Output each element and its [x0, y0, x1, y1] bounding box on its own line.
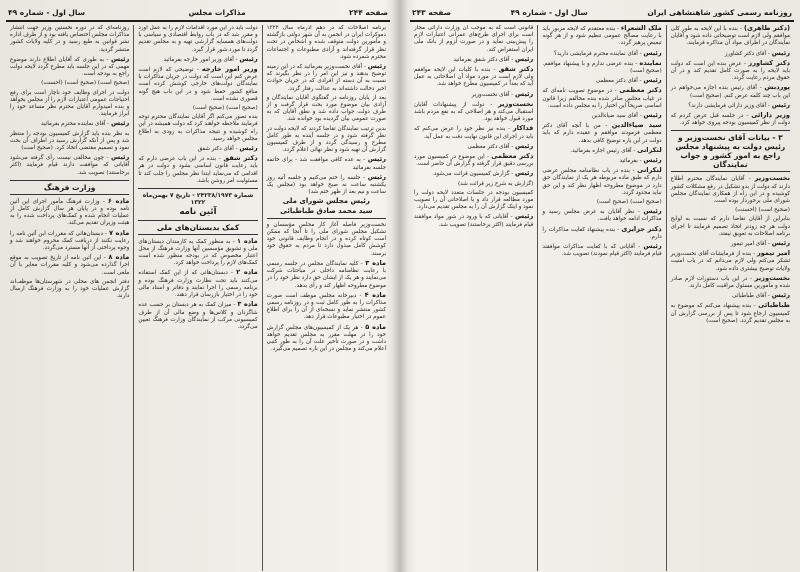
- speaker-name: امیر تیمور: [757, 249, 790, 258]
- paragraph: ماده ۵ - هر یک از کمیسیون‌های مجلس گزارش خود را در مهلت مقرر به مجلس تقدیم خواهد داشت و در صورت تأخیر علت آن را به طور کتبی اعلام می‌کند و مجلس در این باره تصمیم می‌گیرد.: [266, 322, 386, 353]
- paragraph: نخست‌وزیر فاصله آغاز کار مجلس مؤسسان و تشکیل مجلس شورای ملی را تا آنجا که ممکن است کوتاه کرده و در انجام وظایف قانونی خود کوشش کامل مبذول دارد تا مردم به حقوق خود برسند.: [266, 221, 386, 257]
- paragraph: لنکرانی - بنده در باب نظامنامه مجلس عرضی دارم که طبق ماده مربوطه هر یک از نمایندگان حق دارد در موضوع مطروحه اظهار نظر کند و این حق نباید محدود گردد.: [542, 166, 662, 196]
- divider: [138, 188, 257, 189]
- paragraph: رئیس - آقای سید ضیاءالدین: [591, 111, 662, 120]
- right-column-2: [537, 25, 665, 571]
- paragraph: بدین ترتیب نمایندگان تقاضا کردند که لایحه دولت در نظر گرفته شود و در جلسه آینده به طور کامل مطرح و رسیدگی گردد و از طرف کمیسیون گزارش آن تهیه شود و نظر نهائی اعلام گردد.: [266, 125, 386, 154]
- speaker-name: وزیر امور خارجه: [201, 65, 258, 74]
- speaker-name: رئیس: [771, 100, 790, 109]
- speaker-name: ماده ۱: [237, 236, 258, 245]
- left-page-issue: سال اول - شماره ۴۹: [8, 7, 86, 17]
- left-col2-paragraphs-after: [138, 238, 257, 331]
- left-col2-paragraphs: [138, 25, 257, 185]
- right-page-number: صفحه ۲۴۳: [412, 7, 451, 17]
- speaker-name: لنکرانی: [637, 166, 662, 175]
- paragraph: روزنامه‌ای که در دوره نخستین وزیر جهت انتشار مذاکرات مجلس اختصاص یافته بود و از طرف اداره نشر قوانین به طبع رسید و در کلیه ولایات کشور منتشر گردید.: [10, 25, 130, 53]
- right-col2-paragraphs: [542, 25, 661, 258]
- left-col3-paragraphs-after: [10, 198, 129, 301]
- speaker-name: دکتر معظمی: [619, 86, 662, 95]
- paragraph: وزیر دارائی - در جلسه قبل عرض کردم که دولت از نظر کمیسیون بودجه پیروی خواهد کرد.: [670, 111, 791, 127]
- speaker-name: رئیس: [771, 48, 790, 57]
- paragraph: دولت در اجرای وظایف خود ناچار است برای رفع احتیاجات عمومی اعتبارات لازم را از مجلس بخواهد و بنده امیدوارم آقایان محترم نظر مساعد خود را ابراز فرمایند.: [10, 89, 130, 118]
- left-page-title: مذاکرات مجلس: [188, 7, 246, 17]
- right-page-header: [410, 4, 794, 22]
- speaker-name: ماده ۸: [108, 253, 130, 262]
- right-column-3: [410, 25, 537, 571]
- paragraph: نماینده - بنده عرضی ندارم و با پیشنهاد موافقم. (صحیح است): [542, 58, 662, 75]
- paragraph: رئیس - آقای وزیر امور خارجه بفرمائید: [163, 54, 258, 63]
- left-column-2: [133, 25, 261, 571]
- ministry-headline: وزارت فرهنگ: [10, 180, 129, 195]
- paragraph: نخست‌وزیر - آقایان نمایندگان محترم اطلاع دارند که دولت از بدو تشکیل در رفع مشکلات کشور کوشیده و در این راه از همکاری نمایندگان مجلس شورای ملی برخوردار بوده است.: [670, 174, 790, 205]
- paragraph: دکتر جزایری - بنده پیشنهاد کفایت مذاکرات را دارم.: [542, 224, 662, 240]
- paragraph: ماده ۷ - دبستان‌هائی که مقررات این آئین نامه را رعایت نکنند از دریافت کمک محروم خواهند شد و وجوه پرداختی از آنها مسترد می‌گردد.: [10, 228, 130, 252]
- paragraph: (صحیح است) (صحیح است): [192, 105, 258, 112]
- prime-minister-headline: ۳ - بیانات آقای نخست‌وزیر و رئیس دولت به پیشنهاد مجلس راجع به امور کشور و جواب نمایندگان: [671, 130, 790, 172]
- paragraph: رئیس - آقای دکتر کشاورز: [724, 48, 790, 57]
- speaker-name: سید ضیاءالدین: [611, 121, 662, 130]
- paragraph: لنکرانی - آقای رئیس اجازه بفرمائید.: [570, 145, 662, 154]
- paragraph: رئیس - به طوری که آقایان اطلاع دارند موضوع مهمی که در این جلسه باید مطرح گردد لایحه دولت راجع به بودجه است.: [10, 54, 130, 78]
- paragraph: ماده ۳ - میزان کمک به هر دبستان بر حسب عده شاگردان و کلاس‌ها و وضع مالی آن از طرف کمیسیونی مرکب از نمایندگان وزارت فرهنگ تعیین می‌گردد.: [138, 300, 258, 330]
- left-col3-paragraphs: [10, 25, 129, 177]
- speaker-name: نماینده: [639, 58, 662, 67]
- document-number: شماره ۲۴۲۳۸/۱۹۷۳ - تاریخ ۷ بهمن‌ماه ۱۳۲۲: [142, 192, 254, 207]
- paragraph: دولت باید در این مورد اقدامات لازم را به عمل آورد و مقرر شد که در باب روابط اقتصادی و سیاسی با دولت‌های همسایه گزارشی تهیه و به مجلس تقدیم گردد تا مورد شور قرار گیرد.: [138, 25, 258, 53]
- speaker-name: نخست‌وزیر: [754, 174, 790, 183]
- speaker-name: دکتر شفق: [223, 154, 258, 163]
- speaker-name: رئیس: [643, 111, 662, 120]
- paragraph: به نظر بنده باید گزارش کمیسیون بودجه را منتظر شد و پس از آنکه گزارش رسید در اطراف آن بحث نمود و تصمیم مقتضی اتخاذ کرد. (صحیح است): [10, 130, 130, 152]
- paragraph: رئیس - آقای نماینده محترم فرمایشی دارید؟: [554, 48, 662, 57]
- speaker-name: ماده ۳: [365, 258, 387, 267]
- right-page-title: روزنامه رسمی کشور شاهنشاهی ایران: [647, 7, 792, 17]
- speaker-name: رئیس: [515, 141, 534, 150]
- paragraph: رئیس - نظر آقایان به عرض مجلس رسید و مذاکرات ادامه خواهد یافت.: [542, 207, 662, 223]
- speaker-name: ماده ۵: [365, 322, 386, 331]
- speaker-name: ماده ۶: [107, 196, 130, 205]
- speaker-name: رئیس: [643, 48, 662, 57]
- paragraph: رئیس - بفرمائید: [619, 156, 662, 165]
- speaker-name: رئیس: [367, 155, 386, 164]
- paragraph: ماده ۱ - به منظور کمک به کارمندان دبستان‌های ملی و تشویق مؤسسین آنها وزارت فرهنگ از محل اعتبار مخصوص که در بودجه منظور شده است کمک‌های لازم را پرداخت خواهد کرد.: [138, 236, 258, 267]
- right-page-issue: سال اول - شماره ۴۹: [510, 7, 588, 17]
- speaker-name: طباطبائی: [758, 301, 790, 310]
- paragraph: دکتر شفق - بنده در این باب عرضی دارم که باید رعایت قانون اساسی بشود و دولت در هر اقدامی که می‌نماید ابتدا نظر مجلس را جلب کند تا مسئولیت امر روشن باشد.: [138, 154, 258, 184]
- paragraph: رئیس - آقای نماینده محترم بفرمائید: [41, 119, 130, 128]
- paragraph: (دکتر طاهری) - بنده با این لایحه به طور کلی موافقم ولی لازم است توضیحاتی داده شود و آقایان نمایندگان در اطراف مواد آن مذاکره فرمایند.: [670, 25, 790, 47]
- speaker-name: ماده ۷: [109, 228, 130, 237]
- divider: [267, 218, 386, 219]
- regulation-subhead: آئین نامه: [179, 207, 217, 218]
- paragraph: وزیر امور خارجه - توضیحی که لازم است عرض کنم این است که دولت در جریان مذاکرات با نمایندگان دولت‌های خارجی کوشش کرده است منافع کشور حفظ شود و در این باب هیچ گونه قصوری نشده است.: [138, 65, 258, 102]
- paragraph: دکتر شفق - بنده با کلیات این لایحه موافقم ولی لازم است در مورد مواد آن اصلاحاتی به عمل آید که بعداً در کمیسیون مطرح خواهد شد.: [414, 65, 534, 88]
- right-page-columns: [410, 25, 794, 571]
- paragraph: رئیس - آقای دکتر شفق: [197, 144, 258, 153]
- right-col1-paragraphs-after: [671, 175, 790, 325]
- regulation-headline: کمک بدبستان‌های ملی: [138, 220, 257, 235]
- left-col1-paragraphs-after: [267, 222, 386, 353]
- paragraph: دکتر معظمی - در موضوع تصویب نامه‌ای که در غیاب مجلس صادر شده بنده مخالفم زیرا قانون اساسی صریحاً این اختیار را به مجلس داده است.: [542, 86, 662, 109]
- paragraph: رئیس - آقایانی که با کفایت مذاکرات موافقند قیام فرمایند (اکثر قیام نمودند) تصویب شد.: [542, 242, 662, 258]
- paragraph: رئیس - جلسه را ختم می‌کنیم و جلسه آتیه روز یکشنبه ساعت نه صبح خواهد بود (مجلس یک ساعت و نیم بعد از ظهر ختم شد): [266, 172, 386, 196]
- speaker-name: رئیس: [515, 54, 534, 63]
- paragraph: فداکار - بنده نیز نظر خود را عرض می‌کنم که باید در اجرای این قانون نهایت دقت به عمل آید.: [414, 124, 534, 140]
- speaker-name: رئیس: [515, 169, 534, 178]
- left-page-number: صفحه ۲۴۴: [349, 7, 388, 17]
- speaker-name: رئیس: [367, 62, 386, 71]
- paragraph: ماده ۳ - کلیه نمایندگان مجلس در جلسه رسمی با رعایت نظامنامه داخلی در مباحثات شرکت می‌نمایند و هر یک از ایشان حق دارد نظر خود را در موضوع مطروحه اظهار کند و رأی بدهد.: [266, 258, 387, 289]
- paragraph: ماده ۲ - دبستان‌هائی که از این کمک استفاده می‌کنند باید تحت نظارت وزارت فرهنگ بوده و برنامه رسمی را اجرا نمایند و دفاتر و اسناد مالی خود را در اختیار بازرسان قرار دهند.: [138, 268, 258, 299]
- signature-name: سید محمد صادق طباطبائی: [280, 206, 373, 215]
- paragraph: رئیس - آقایانی که با ورود در شور مواد موافقند قیام فرمایند (اکثر برخاستند) تصویب شد.: [414, 212, 534, 228]
- paragraph: دکتر معظمی - این موضوع در کمیسیون مورد بررسی دقیق قرار گرفته و گزارش آن حاضر است.: [414, 152, 534, 168]
- speaker-name: رئیس: [111, 54, 130, 63]
- paragraph: رئیس - آقای نخست‌وزیر بفرمائید که در این زمینه توضیح بدهند و نیز این امر را در نظر بگیرند که نسبت به آن دسته از افرادی که در جریان حوادث اخیر دخالت داشته‌اند به عدالت رفتار گردد.: [266, 62, 386, 92]
- paragraph: ماده ۶ - وزارت فرهنگ مأمور اجرای این آئین نامه بوده و در پایان هر سال گزارش کامل از عملیات انجام شده و کمک‌های پرداخت شده را به هیئت وزیران تقدیم می‌کند.: [10, 196, 130, 227]
- left-column-1: [262, 25, 390, 571]
- speaker-name: رئیس: [239, 144, 258, 153]
- speaker-name: ماده ۴: [364, 290, 386, 299]
- paragraph: رئیس - گزارش کمیسیون قرائت می‌شود.: [432, 169, 534, 178]
- speaker-name: فداکار: [512, 124, 534, 133]
- paragraph: ماده ۸ - این آئین نامه از تاریخ تصویب به موقع اجرا گذارده می‌شود و کلیه مقررات مغایر با آن ملغی است.: [10, 253, 130, 276]
- paragraph: برنامه اصلاحات که در دهم آذرماه سال ۱۳۲۲ دموکرات ایران در انجمن به آن شهر دولتی بازگشته و مأمورین دولت متوقف شده و اشخاص در تحت نظر قرار گرفته‌اند و آزادی مطبوعات و اجتماعات محترم شمرده شود.: [266, 25, 386, 60]
- speaker-name: ماده ۳: [237, 300, 258, 309]
- paragraph: رئیس - آقای دکتر شفق بفرمائید: [453, 54, 534, 63]
- paragraph: رئیس - آقای دکتر معظمی: [467, 141, 534, 150]
- paragraph: رئیس - چون مخالفی نیست رأی گرفته می‌شود آقایانی که موافقت دارند قیام فرمایند (اکثر برخاستند) تصویب شد.: [10, 153, 130, 176]
- paragraph: رئیس - آقای طباطبائی: [732, 291, 790, 300]
- paragraph: رئیس - آقای امیر تیمور: [730, 239, 790, 248]
- paragraph: بنابراین از آقایان تقاضا دارم که نسبت به لوایح دولت هر چه زودتر اتخاذ تصمیم فرمایند تا اجرای برنامه اصلاحات به تعویق نیفتد.: [670, 216, 790, 237]
- speaker-name: دکتر معظمی: [491, 152, 534, 161]
- paragraph: نخست‌وزیر - در این باب دستورات لازم صادر شده و مأمورین مسئول مراقبت کامل دارند.: [670, 273, 790, 290]
- right-col3-paragraphs: [414, 25, 533, 229]
- speaker-name: رئیس: [111, 119, 130, 128]
- paragraph: رئیس - آقای وزیر دارائی فرمایشی دارند؟: [688, 100, 790, 109]
- paragraph: ماده ۴ - دبیرخانه مجلس موظف است صورت مذاکرات را به طور کامل ثبت و در روزنامه رسمی کشور منتشر نماید و نسخه‌ای از آن را برای اطلاع عموم در اختیار مطبوعات قرار دهد.: [266, 290, 386, 321]
- speaker-name: رئیس: [515, 212, 534, 221]
- speaker-name: رئیس: [643, 242, 662, 251]
- signature-title: رئیس مجلس شورای ملی: [282, 197, 370, 206]
- paragraph: دفتر انجمن های محلی در شهرستان‌ها موظف‌اند گزارش عملیات خود را به وزارت فرهنگ ارسال دارند.: [10, 278, 130, 300]
- paragraph: رئیس - آقای دکتر معظمی: [595, 76, 662, 85]
- speaker-name: رئیس: [643, 207, 662, 216]
- paragraph: ملک الشعراء - بنده معتقدم که لایحه مزبور باید با رعایت مصالح عمومی تنظیم شود و از هر گونه تبعیض پرهیز گردد.: [542, 25, 662, 47]
- paragraph: رئیس - آقای نخست‌وزیر: [471, 89, 534, 98]
- speaker-name: رئیس: [771, 239, 790, 248]
- paragraph: (صحیح است) (صحیح است) (احسنت): [41, 80, 130, 87]
- paragraph: قانونی است که به موجب آن وزارت دارائی مجاز است برای اجرای طرح‌های عمرانی اعتبارات لازم را پیش‌بینی نماید و در صورت لزوم از بانک ملی ایران استقراض کند.: [414, 25, 534, 53]
- speaker-name: دکتر شفق: [498, 65, 534, 74]
- right-page: [400, 0, 800, 572]
- speaker-name: (دکتر طاهری): [743, 25, 790, 32]
- paragraph: سید ضیاءالدین - من با آنچه آقای دکتر معظمی فرمودند موافقم و عقیده دارم که باید دولت در این باره توضیح کافی بدهد.: [542, 121, 662, 144]
- speaker-name: رئیس: [515, 89, 534, 98]
- speaker-name: رئیس: [643, 156, 662, 165]
- speaker-name: رئیس: [111, 153, 130, 162]
- speaker-name: دکتر جزایری: [621, 224, 662, 233]
- paragraph: رئیس - به عده کافی موافقت شد - برای خاتمه جلسه بفرمائید: [266, 155, 386, 171]
- speaker-name: نخست‌وزیر: [497, 99, 534, 108]
- paragraph: طباطبائی - بنده پیشنهاد می‌کنم که موضوع به کمیسیون ارجاع شود تا پس از بررسی گزارش آن به مجلس تقدیم گردد. (صحیح است): [670, 301, 790, 324]
- left-page-columns: [6, 25, 390, 571]
- speaker-name: وزیر دارائی: [751, 111, 791, 120]
- left-column-3: [6, 25, 133, 571]
- speaker-name: رئیس: [643, 76, 662, 85]
- speaker-name: ملک الشعراء: [620, 25, 662, 32]
- speaker-name: پوردبش: [764, 83, 790, 92]
- paragraph: بنده تصور می‌کنم اگر آقایان نمایندگان محترم توجه فرمایند ملاحظه خواهند کرد که دولت همیشه در این راه کوشیده و نتیجه مذاکرات به زودی به اطلاع مجلس خواهد رسید.: [138, 114, 258, 142]
- speaker-name: نخست‌وزیر: [754, 273, 790, 282]
- right-column-1: [666, 25, 794, 571]
- speaker-name: رئیس: [367, 172, 386, 181]
- paragraph: امیر تیمور - بنده از فرمایشات آقای نخست‌وزیر تشکر می‌کنم ولی لازم می‌دانم که در باب امنیت ولایات توضیح بیشتری داده شود.: [670, 249, 790, 272]
- paragraph: بعد از پایان روزنامه در گفتگوی آقایان نمایندگان و آزادی بیان موضوع مورد بحث قرار گرفت و از طرف دولت جواب داده شد و نطق آقایان که به صورت عمومی بیان گردیده بود خوانده شد.: [266, 94, 386, 123]
- paragraph: (گزارش به شرح زیر قرائت شد): [457, 180, 534, 187]
- speaker-name: لنکرانی: [637, 145, 662, 154]
- paragraph: کمیسیون بودجه در جلسات متعدد لایحه دولت را مورد مطالعه قرار داد و با اصلاحاتی آن را تصویب نمود و اینک گزارش آن را به مجلس تقدیم می‌دارد.: [414, 189, 534, 211]
- paragraph: نخست‌وزیر - دولت از پیشنهادات آقایان استقبال می‌کند و هر اصلاحی که به نفع مردم باشد مورد قبول خواهد بود.: [414, 99, 534, 123]
- speaker-name: ماده ۲: [236, 268, 258, 277]
- paragraph: (صحیح است) (احسنت): [735, 207, 790, 214]
- speaker-name: رئیس: [239, 54, 258, 63]
- right-col1-paragraphs: [671, 25, 790, 127]
- paragraph: دکتر کشاورز - عرض بنده این است که دولت باید لایحه را به صورت کامل تقدیم کند و در آن حقوق مردم رعایت گردد.: [670, 58, 790, 82]
- speaker-name: دکتر کشاورز: [748, 58, 790, 67]
- left-col1-paragraphs: [267, 25, 386, 196]
- paragraph: (صحیح است) (صحیح است): [596, 199, 662, 206]
- paragraph: پوردبش - آقای رئیس بنده اجازه می‌خواهم در این باب چند کلمه عرض کنم. (صحیح است): [670, 83, 790, 99]
- left-page-header: [6, 4, 390, 22]
- speaker-name: رئیس: [771, 291, 790, 300]
